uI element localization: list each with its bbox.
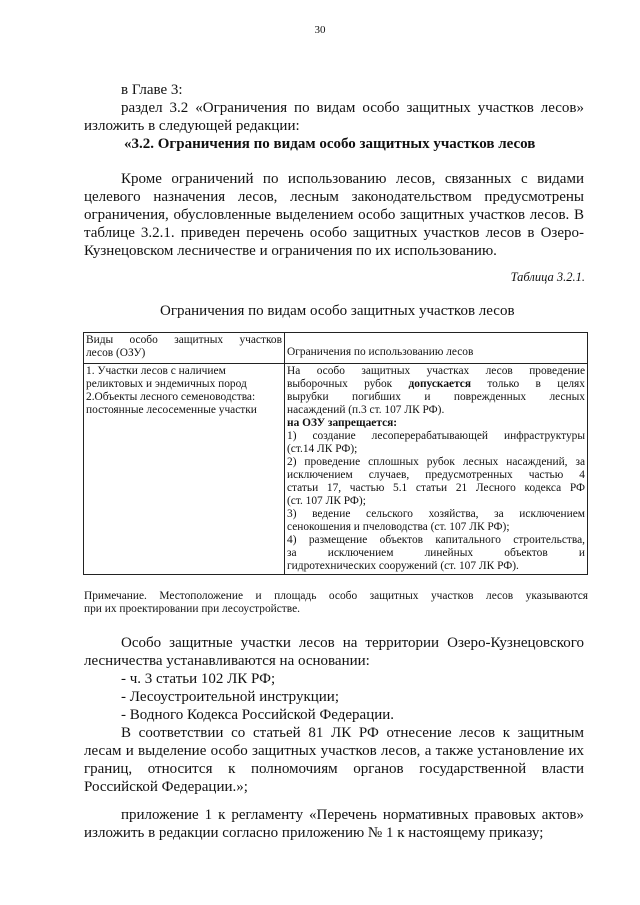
paragraph-2 [84, 634, 584, 724]
restriction-line: статьи 17, частью 5.1 статьи 21 Лесного кодекса РФ [287, 482, 585, 494]
page-number: 30 [314, 24, 326, 36]
restriction-line: вырубки погибших и поврежденных лесных [287, 391, 585, 403]
table-title: Ограничения по видам особо защитных участков лесов [160, 303, 515, 319]
paragraph-1-line: Кроме ограничений по использованию лесов, связанных с видами [121, 171, 584, 187]
restriction-text: выборочных рубок [287, 378, 409, 390]
ozu-type-line: 1. Участки лесов с наличием [86, 365, 226, 377]
paragraph-1-line: ограничения, обусловленные выделением особо защитных участков лесов. В [84, 207, 584, 223]
table-note [84, 590, 588, 616]
paragraph-1-line: Кузнецовском лесничестве и ограничения по их использованию. [84, 243, 497, 259]
paragraph-2-line: лесничества устанавливаются на основании: [84, 653, 370, 669]
paragraph-2-line: Особо защитные участки лесов на территории Озеро-Кузнецовского [121, 635, 584, 651]
header-cell-ozu-types [84, 333, 285, 364]
restriction-line: 2) проведение сплошных рубок лесных насаждений, за [287, 456, 585, 468]
section-instruction-line2: изложить в следующей редакции: [84, 118, 300, 134]
note-line: Примечание. Местоположение и площадь особо защитных участков лесов указываются [84, 590, 588, 602]
paragraph-3-line: В соответствии со статьей 81 ЛК РФ отнесение лесов к защитным [121, 725, 584, 741]
restriction-line: (ст. 107 ЛК РФ); [287, 495, 366, 507]
ozu-type-line: постоянные лесосеменные участки [86, 404, 257, 416]
restriction-line: исключением случаев, предусмотренных частью 4 [287, 469, 585, 481]
paragraph-1 [84, 170, 584, 260]
restriction-line: гидротехнических сооружений (ст. 107 ЛК РФ). [287, 560, 519, 572]
restriction-line: 3) ведение сельского хозяйства, за исключением [287, 508, 585, 520]
paragraph-1-line: таблице 3.2.1. приведен перечень особо защитных участков лесов в Озеро- [84, 225, 584, 241]
header-cell-restrictions [285, 333, 588, 364]
restriction-line: 1) создание лесоперерабатывающей инфраструктуры [287, 430, 585, 442]
basis-list-item: - Лесоустроительной инструкции; [121, 689, 339, 705]
cell-restrictions [285, 364, 588, 575]
restriction-line [287, 378, 585, 391]
section-heading: «3.2. Ограничения по видам особо защитных участков лесов [124, 136, 536, 152]
restriction-line: насаждений (п.3 ст. 107 ЛК РФ). [287, 404, 445, 416]
header-text: Ограничения по использованию лесов [287, 346, 474, 358]
prohibited-label: на ОЗУ запрещается: [287, 417, 398, 429]
paragraph-1-line: целевого назначения лесов, лесным законодательством предусмотрены [84, 189, 584, 205]
restriction-text: только в целях [471, 378, 585, 390]
restriction-line: На особо защитных участках лесов проведение [287, 365, 585, 377]
header-text: лесов (ОЗУ) [86, 347, 146, 359]
closing-line: изложить в редакции согласно приложению № 1 к настоящему приказу; [84, 825, 544, 841]
closing-instruction [84, 806, 584, 842]
paragraph-3-line: Российской Федерации.»; [84, 779, 248, 795]
basis-list-item: - Водного Кодекса Российской Федерации. [121, 707, 395, 723]
section-instruction-line1: раздел 3.2 «Ограничения по видам особо защитных участков лесов» [121, 100, 584, 116]
restriction-line: за исключением линейных объектов и [287, 547, 585, 559]
cell-ozu-types [84, 364, 285, 575]
header-text: Виды особо защитных участков [86, 334, 282, 346]
note-line: при их проектировании при лесоустройстве. [84, 603, 300, 615]
restriction-line: 4) размещение объектов капитального строительства, [287, 534, 585, 546]
chapter-reference: в Главе 3: [121, 82, 183, 98]
table-header-row [84, 333, 588, 364]
ozu-type-line: реликтовых и эндемичных пород [86, 378, 247, 390]
paragraph-3-line: границ, относится к полномочиям органов государственной власти [84, 761, 584, 777]
ozu-type-line: 2.Объекты лесного семеноводства: [86, 391, 256, 403]
restriction-line: (ст.14 ЛК РФ); [287, 443, 358, 455]
basis-list-item: - ч. 3 статьи 102 ЛК РФ; [121, 671, 276, 687]
closing-line: приложение 1 к регламенту «Перечень нормативных правовых актов» [121, 807, 584, 823]
paragraph-3-line: лесам и выделение особо защитных участков лесов, а также установление их [84, 743, 584, 759]
paragraph-3 [84, 724, 584, 796]
restriction-line: сенокошения и пчеловодства (ст. 107 ЛК РФ); [287, 521, 510, 533]
table-row [84, 364, 588, 575]
allowed-keyword: допускается [408, 378, 472, 390]
table-label: Таблица 3.2.1. [510, 270, 585, 284]
restrictions-table [83, 332, 588, 575]
